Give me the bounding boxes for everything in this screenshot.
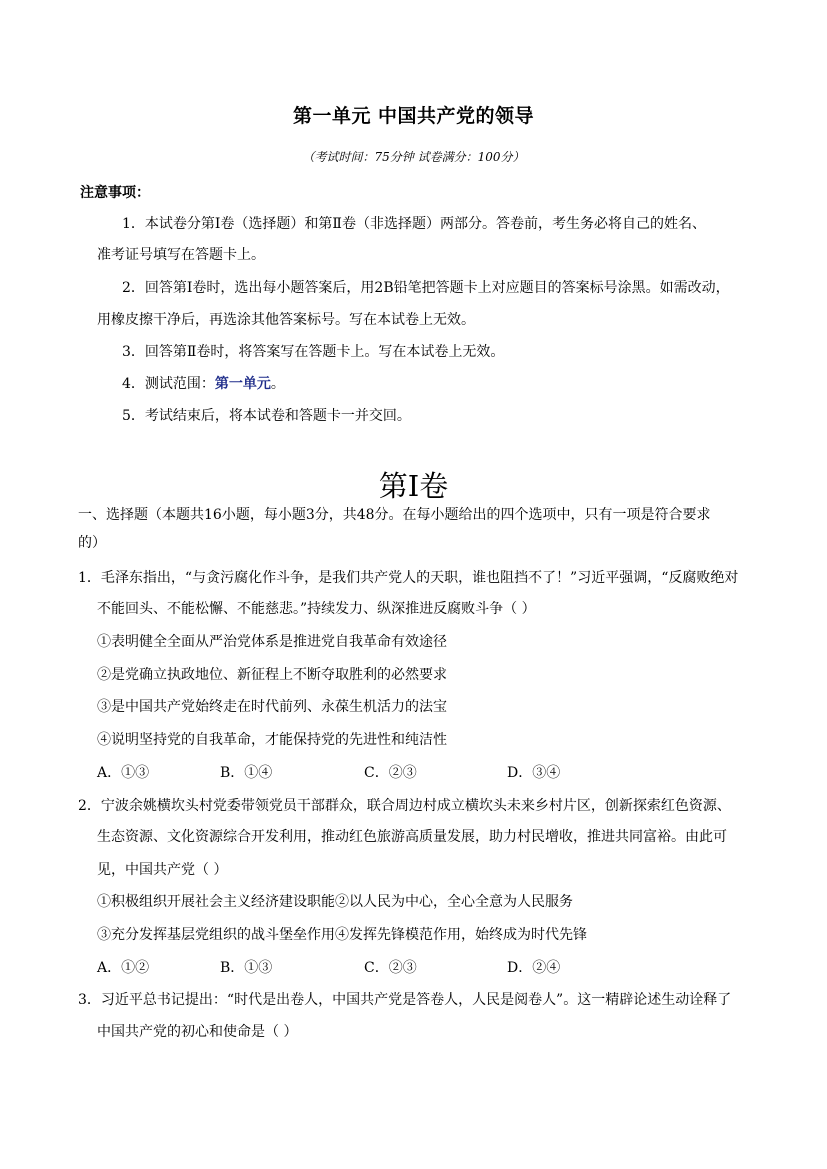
q1-stem-line-1: 1．毛泽东指出，“与贪污腐化作斗争，是我们共产党人的天职，谁也阻挡不了！”习近平强调，“反腐败绝对 [78, 570, 739, 586]
q1-option-b: B．①④ [220, 765, 273, 781]
volume-title: 第I卷 [378, 469, 449, 503]
q2-stem-line-3: 见，中国共产党（ ） [97, 862, 228, 878]
q2-option-a: A．①② [97, 960, 150, 976]
q2-stem-line-1: 2．宁波余姚横坎头村党委带领党员干部群众，联合周边村成立横坎头未来乡村片区，创新探索红色资源、 [78, 798, 731, 814]
q1-statement-3: ③是中国共产党始终走在时代前列、永葆生机活力的法宝 [97, 699, 447, 715]
note-5: 5．考试结束后，将本试卷和答题卡一并交回。 [122, 408, 411, 424]
q1-statement-2: ②是党确立执政地位、新征程上不断夺取胜利的必然要求 [97, 667, 447, 683]
q1-option-d: D．③④ [507, 765, 561, 781]
q3-stem-line-2: 中国共产党的初心和使命是（ ） [97, 1024, 298, 1040]
notes-heading: 注意事项： [80, 185, 150, 201]
q1-stem-line-2: 不能回头、不能松懈、不能慈悲。”持续发力、纵深推进反腐败斗争（ ） [97, 601, 536, 617]
exam-info: （考试时间：75分钟 试卷满分：100分） [302, 150, 525, 164]
note-4-suffix: 。 [270, 376, 285, 392]
q1-statement-4: ④说明坚持党的自我革命，才能保持党的先进性和纯洁性 [97, 732, 447, 748]
note-1-line-2: 准考证号填写在答题卡上。 [97, 247, 265, 263]
q1-statement-1: ①表明健全全面从严治党体系是推进党自我革命有效途径 [97, 634, 447, 650]
q3-stem-line-1: 3．习近平总书记提出：“时代是出卷人，中国共产党是答卷人，人民是阅卷人”。这一精辟论述生动诠释了 [78, 992, 732, 1008]
note-3: 3．回答第Ⅱ卷时，将答案写在答题卡上。写在本试卷上无效。 [122, 344, 505, 360]
q2-option-c: C．②③ [364, 960, 417, 976]
q2-stem-line-2: 生态资源、文化资源综合开发利用，推动红色旅游高质量发展，助力村民增收，推进共同富裕。由此可 [97, 829, 727, 845]
section-heading-line-1: 一、选择题（本题共16小题，每小题3分，共48分。在每小题给出的四个选项中，只有一项是符合要求 [78, 507, 711, 523]
note-2-line-1: 2．回答第Ⅰ卷时，选出每小题答案后，用2B铅笔把答题卡上对应题目的答案标号涂黑。如需改动， [122, 280, 730, 296]
note-4-prefix: 4．测试范围： [122, 376, 215, 392]
q2-option-d: D．②④ [507, 960, 561, 976]
note-1-line-1: 1．本试卷分第Ⅰ卷（选择题）和第Ⅱ卷（非选择题）两部分。答卷前，考生务必将自己的姓名、 [122, 216, 706, 232]
q2-statements-3-4: ③充分发挥基层党组织的战斗堡垒作用④发挥先锋模范作用，始终成为时代先锋 [97, 927, 587, 943]
section-heading-line-2: 的） [78, 535, 106, 551]
note-2-line-2: 用橡皮擦干净后，再选涂其他答案标号。写在本试卷上无效。 [97, 312, 475, 328]
q1-option-c: C．②③ [364, 765, 417, 781]
page-title: 第一单元 中国共产党的领导 [292, 105, 535, 127]
q2-option-b: B．①③ [220, 960, 273, 976]
note-4 [122, 375, 285, 393]
q1-option-a: A．①③ [97, 765, 150, 781]
test-scope: 第一单元 [214, 376, 271, 392]
q2-statements-1-2: ①积极组织开展社会主义经济建设职能②以人民为中心，全心全意为人民服务 [97, 894, 573, 910]
